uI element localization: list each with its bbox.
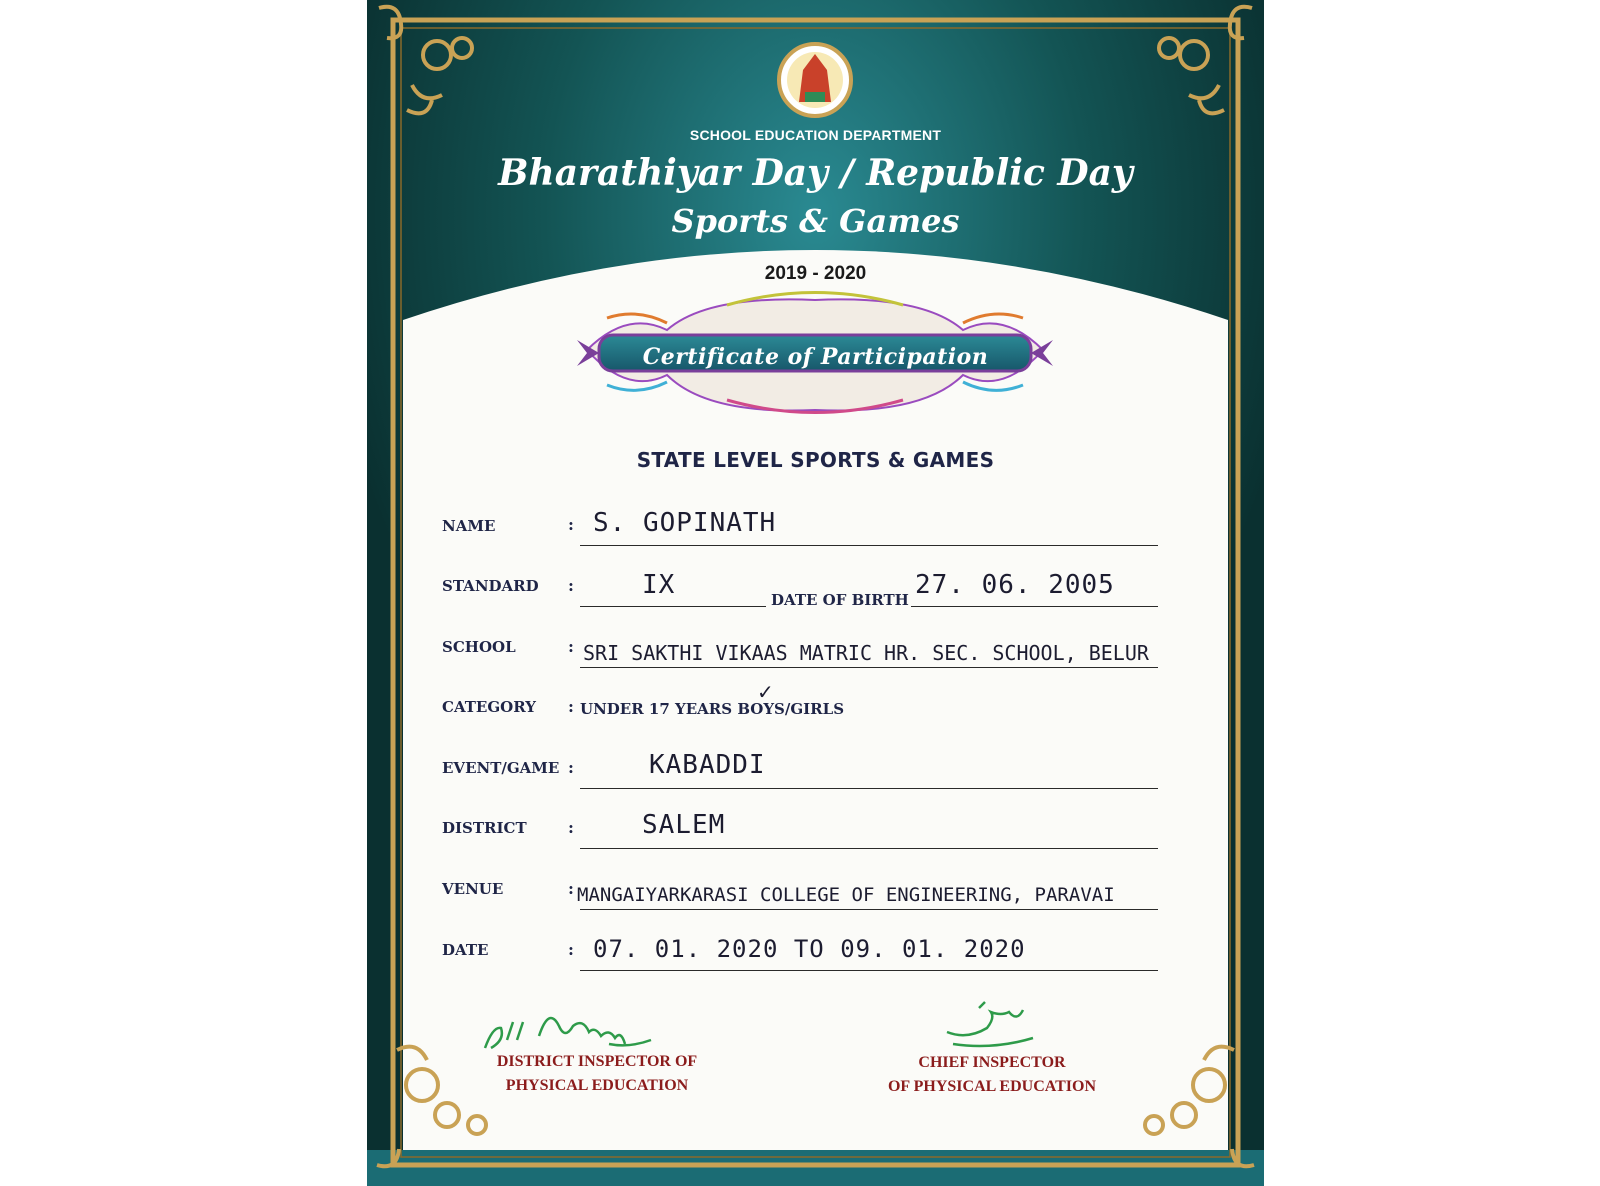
emblem-seal xyxy=(779,44,851,116)
district-label: DISTRICT xyxy=(442,819,527,837)
school-line xyxy=(580,667,1158,668)
venue-value: MANGAIYARKARASI COLLEGE OF ENGINEERING, PARAVAI xyxy=(577,884,1115,906)
certificate xyxy=(367,0,1264,1186)
district-colon: : xyxy=(568,818,574,837)
event-title-line2: Sports & Games xyxy=(671,202,960,240)
venue-label: VENUE xyxy=(442,880,504,898)
date-value: 07. 01. 2020 TO 09. 01. 2020 xyxy=(593,935,1026,963)
certificate-banner-title: Certificate of Participation xyxy=(642,344,989,370)
venue-colon: : xyxy=(568,879,574,898)
date-line xyxy=(580,970,1158,971)
category-label: CATEGORY xyxy=(442,698,536,716)
chief-inspector-title xyxy=(872,1051,1112,1099)
district-inspector-title-line1: DISTRICT INSPECTOR OF xyxy=(496,1053,698,1070)
date-colon: : xyxy=(568,940,574,959)
category-value: UNDER 17 YEARS BOYS/GIRLS xyxy=(580,700,845,718)
district-inspector-title-line2: PHYSICAL EDUCATION xyxy=(505,1077,689,1094)
date-label: DATE xyxy=(442,941,489,959)
chief-inspector-title-line2: OF PHYSICAL EDUCATION xyxy=(887,1078,1097,1095)
standard-line xyxy=(580,606,766,607)
chief-inspector-title-line1: CHIEF INSPECTOR xyxy=(918,1054,1066,1071)
name-label: NAME xyxy=(442,517,496,535)
name-colon: : xyxy=(568,515,574,534)
district-inspector-title xyxy=(477,1050,717,1098)
event-label: EVENT/GAME xyxy=(442,759,560,777)
department-name: SCHOOL EDUCATION DEPARTMENT xyxy=(689,127,942,143)
venue-line xyxy=(580,909,1158,910)
name-line xyxy=(580,545,1158,546)
school-label: SCHOOL xyxy=(442,638,516,656)
academic-year: 2019 - 2020 xyxy=(764,263,867,284)
standard-label: STANDARD xyxy=(442,577,539,595)
standard-value: IX xyxy=(642,570,676,600)
school-colon: : xyxy=(568,637,574,656)
standard-colon: : xyxy=(568,576,574,595)
category-colon: : xyxy=(568,697,574,716)
name-value: S. GOPINATH xyxy=(593,508,777,538)
district-line xyxy=(580,848,1158,849)
event-colon: : xyxy=(568,758,574,777)
event-line xyxy=(580,788,1158,789)
dob-value: 27. 06. 2005 xyxy=(915,570,1115,600)
school-value: SRI SAKTHI VIKAAS MATRIC HR. SEC. SCHOOL, BELUR xyxy=(583,641,1149,665)
boys-tick-mark: ✓ xyxy=(757,680,774,704)
district-value: SALEM xyxy=(642,810,726,840)
event-title-line1: Bharathiyar Day / Republic Day xyxy=(498,152,1133,194)
competition-level-heading: STATE LEVEL SPORTS & GAMES xyxy=(636,448,995,472)
event-value: KABADDI xyxy=(649,750,766,780)
dob-line xyxy=(911,606,1158,607)
dob-label: DATE OF BIRTH xyxy=(771,591,909,609)
